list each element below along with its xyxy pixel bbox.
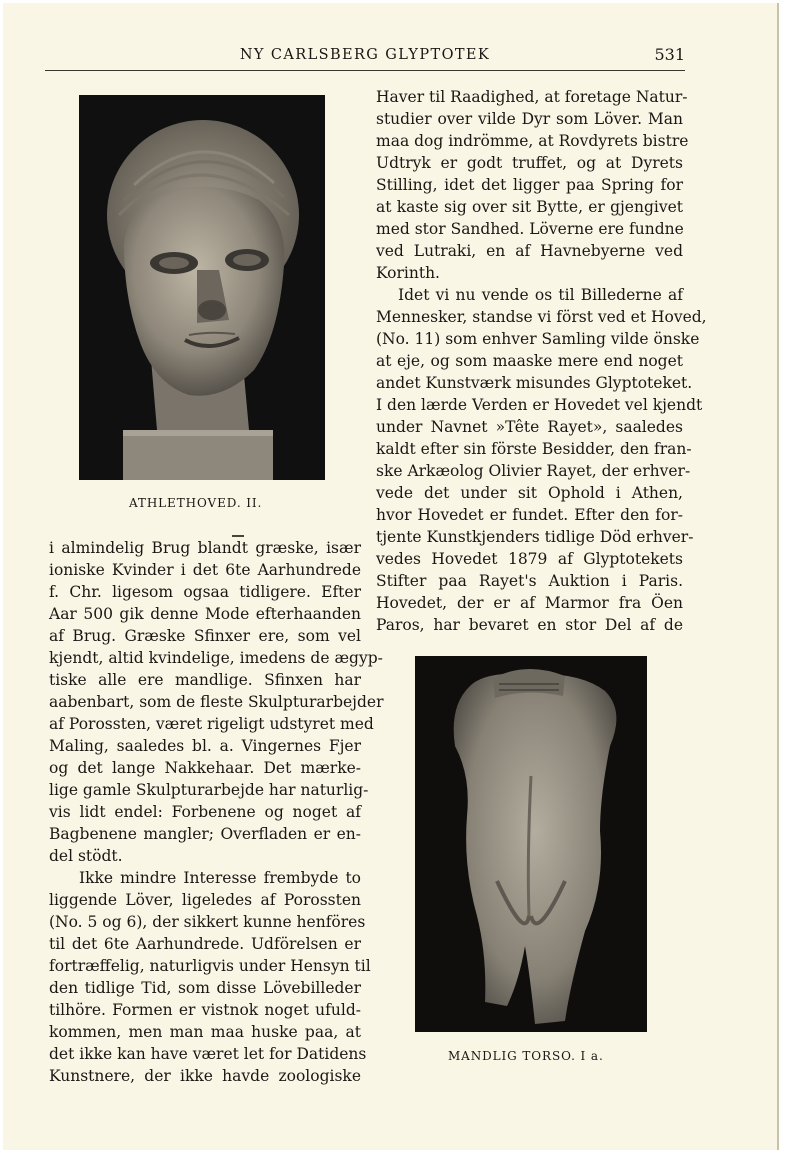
text-line: Mennesker, standse vi först ved et Hoved, bbox=[376, 308, 707, 326]
text-line: vedes Hovedet 1879 af Glyptotekets bbox=[376, 550, 683, 568]
text-line: f. Chr. ligesom ogsaa tidligere. Efter bbox=[49, 583, 361, 601]
text-line: Idet vi nu vende os til Billederne af bbox=[398, 286, 683, 304]
text-line: ioniske Kvinder i det 6te Aarhundrede bbox=[49, 561, 361, 579]
text-line: Stifter paa Rayet's Auktion i Paris. bbox=[376, 572, 683, 590]
text-line: Bagbenene mangler; Overfladen er en- bbox=[49, 825, 361, 843]
text-line: andet Kunstværk misundes Glyptoteket. bbox=[376, 374, 693, 392]
text-line: af Porossten, været rigeligt udstyret med bbox=[49, 715, 374, 733]
text-line: I den lærde Verden er Hovedet vel kjendt bbox=[376, 396, 703, 414]
text-line: fortræffelig, naturligvis under Hensyn til bbox=[49, 957, 371, 975]
text-line: liggende Löver, ligeledes af Porossten bbox=[49, 891, 361, 909]
text-line: kaldt efter sin förste Besidder, den fran- bbox=[376, 440, 692, 458]
text-line: Ikke mindre Interesse frembyde to bbox=[79, 869, 361, 887]
page-number: 531 bbox=[654, 45, 685, 64]
text-line: under Navnet »Tête Rayet», saaledes bbox=[376, 418, 683, 436]
text-line: Kunstnere, der ikke havde zoologiske bbox=[49, 1067, 361, 1085]
text-line: lige gamle Skulpturarbejde har naturlig- bbox=[49, 781, 369, 799]
text-line: studier over vilde Dyr som Löver. Man bbox=[376, 110, 683, 128]
text-line: at kaste sig over sit Bytte, er gjengivet bbox=[376, 198, 683, 216]
athlete-head-photo bbox=[79, 95, 325, 480]
text-line: og det lange Nakkehaar. Det mærke- bbox=[49, 759, 361, 777]
figure-caption-head: ATHLETHOVED. II. bbox=[129, 496, 263, 510]
text-line: (No. 5 og 6), der sikkert kunne henföres bbox=[49, 913, 366, 931]
text-line: vede det under sit Ophold i Athen, bbox=[376, 484, 683, 502]
text-line: Udtryk er godt truffet, og at Dyrets bbox=[376, 154, 683, 172]
text-line: til det 6te Aarhundrede. Udförelsen er bbox=[49, 935, 361, 953]
text-line: aabenbart, som de fleste Skulpturarbejder bbox=[49, 693, 384, 711]
text-line: (No. 11) som enhver Samling vilde önske bbox=[376, 330, 700, 348]
text-line: ske Arkæolog Olivier Rayet, der erhver- bbox=[376, 462, 691, 480]
text-line: i almindelig Brug blandt græske, især bbox=[49, 539, 361, 557]
text-line: at eje, og som maaske mere end noget bbox=[376, 352, 683, 370]
male-torso-photo bbox=[415, 656, 647, 1032]
text-line: den tidlige Tid, som disse Lövebilleder bbox=[49, 979, 361, 997]
text-line: kjendt, altid kvindelige, imedens de ægyp- bbox=[49, 649, 383, 667]
running-header bbox=[45, 40, 685, 71]
text-line: Stilling, idet det ligger paa Spring for bbox=[376, 176, 683, 194]
text-line: tiske alle ere mandlige. Sfinxen har bbox=[49, 671, 361, 689]
text-line: Korinth. bbox=[376, 264, 440, 282]
text-line: Maling, saaledes bl. a. Vingernes Fjer bbox=[49, 737, 361, 755]
text-line: med stor Sandhed. Löverne ere fundne bbox=[376, 220, 684, 238]
text-line: vis lidt endel: Forbenene og noget af bbox=[49, 803, 361, 821]
text-line: maa dog indrömme, at Rovdyrets bistre bbox=[376, 132, 689, 150]
figure-caption-torso: MANDLIG TORSO. I a. bbox=[448, 1049, 604, 1063]
text-line: Paros, har bevaret en stor Del af de bbox=[376, 616, 683, 634]
text-line: af Brug. Græske Sfinxer ere, som vel bbox=[49, 627, 361, 645]
text-line: del stödt. bbox=[49, 847, 123, 865]
text-line: ved Lutraki, en af Havnebyerne ved bbox=[376, 242, 683, 260]
text-line: Aar 500 gik denne Mode efterhaanden bbox=[49, 605, 361, 623]
text-line: det ikke kan have været let for Datidens bbox=[49, 1045, 367, 1063]
text-line: Haver til Raadighed, at foretage Natur- bbox=[376, 88, 688, 106]
text-line: tilhöre. Formen er vistnok noget ufuld- bbox=[49, 1001, 361, 1019]
header-title: NY CARLSBERG GLYPTOTEK bbox=[239, 47, 491, 63]
text-line: tjente Kunstkjenders tidlige Död erhver- bbox=[376, 528, 694, 546]
text-line: hvor Hovedet er fundet. Efter den for- bbox=[376, 506, 683, 524]
text-line: kommen, men man maa huske paa, at bbox=[49, 1023, 361, 1041]
text-line: Hovedet, der er af Marmor fra Öen bbox=[376, 594, 683, 612]
